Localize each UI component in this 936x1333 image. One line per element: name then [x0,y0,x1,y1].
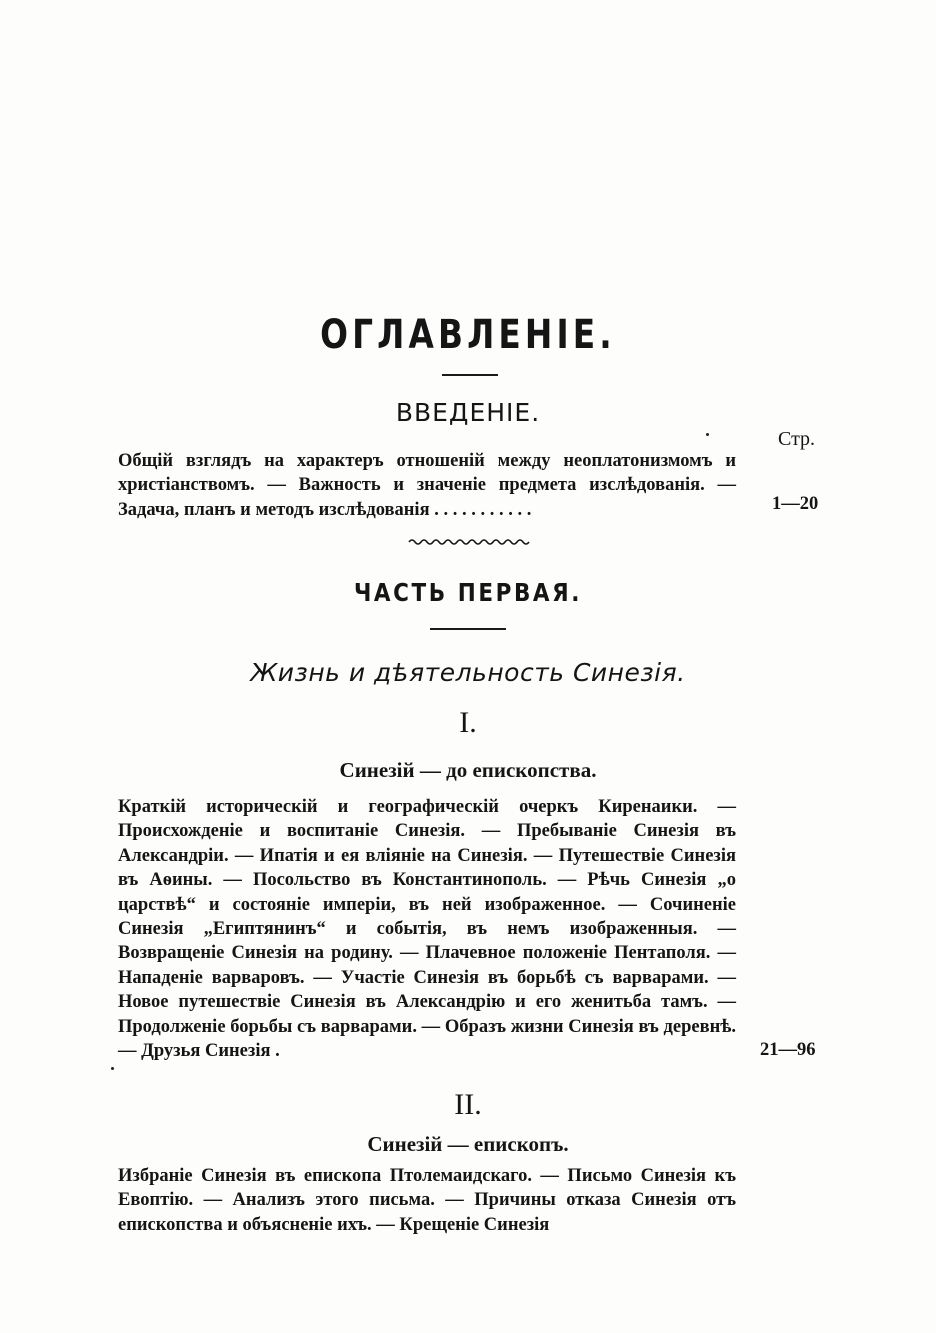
chapter-1-numeral: I. [459,706,477,739]
stray-mark [706,433,709,436]
introduction-text: Общій взглядъ на характеръ отношеній между неоплатонизмомъ и христіанствомъ. — Важность и значеніе предмета изслѣдованія. — Задача, планъ и методъ изслѣдованія . . . . . . . . . . . [118,451,736,520]
wavy-divider [408,538,530,546]
chapter-2-title: Синезій — епископъ. [367,1132,569,1156]
introduction-heading: ВВЕДЕНІЕ. [395,398,541,427]
chapter-2-numeral: II. [454,1088,482,1121]
chapter-1-pages: 21—96 [760,1040,816,1060]
stray-mark [111,1067,114,1070]
part-one-subtitle: Жизнь и дѣятельность Синезія. [250,658,686,687]
title-rule [442,374,498,376]
part-rule [430,628,506,630]
chapter-2-text: Избраніе Синезія въ епископа Птолемаидскаго. — Письмо Синезія къ Евоптію. — Анализъ этого письма. — Причины отказа Синезія отъ епископства и объясненіе ихъ. — Крещеніе Синезія [118,1166,736,1235]
page-column-label: Стр. [778,428,816,450]
introduction-pages: 1—20 [772,494,819,514]
part-one-title: ЧАСТЬ ПЕРВАЯ. [353,578,583,607]
chapter-1-text: Краткій историческій и географическій очеркъ Киренаики. — Происхожденіе и воспитаніе Синезія. — Пребываніе Синезія въ Александріи. — Ипатія и ея вліяніе на Синезія. — Путешествіе Синезія въ Аѳины. — Посольство въ Константинополь. — Рѣчь Синезія „о царствѣ“ и состояніе имперіи, въ ней изображенное. — Сочиненіе Синезія „Египтянинъ“ и событія, въ немъ изображенныя. — Возвращеніе Синезія на родину. — Плачевное положеніе Пентаполя. — Нападеніе варваровъ. — Участіе Синезія въ борьбѣ съ варварами. — Новое путешествіе Синезія въ Александрію и его женитьба тамъ. — Продолженіе борьбы съ варварами. — Образъ жизни Синезія въ деревнѣ. — Друзья Синезія . [118,797,736,1062]
chapter-1-title: Синезій — до епископства. [339,758,597,782]
page-title: ОГЛАВЛЕНІЕ. [320,312,616,358]
